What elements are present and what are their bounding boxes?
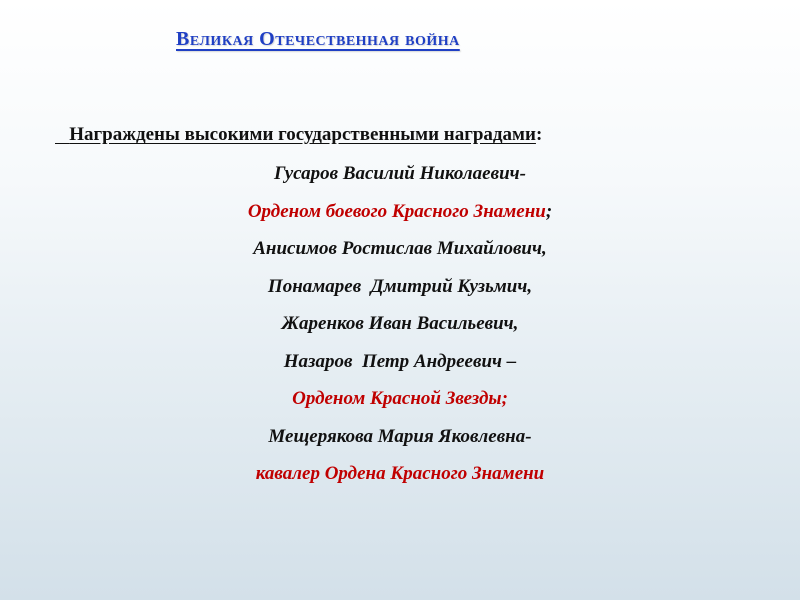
intro-line — [55, 124, 542, 146]
award-line — [0, 196, 800, 234]
awardees-list — [0, 158, 800, 496]
awardee-line — [0, 308, 800, 346]
awardee-line-text: Мещерякова Мария Яковлевна- — [268, 425, 532, 447]
awardee-line-text: Гусаров Василий Николаевич- — [274, 163, 526, 184]
intro-leading-spaces — [55, 124, 69, 145]
award-line — [0, 383, 800, 421]
award-line — [0, 458, 800, 496]
award-line-suffix: ; — [545, 200, 553, 222]
awardee-line-text: Понамарев Дмитрий Кузьмич, — [267, 275, 533, 297]
slide-title: Великая Отечественная война — [176, 28, 460, 50]
awardee-line-text: Жаренков Иван Васильевич, — [281, 313, 519, 334]
awardee-line-text: Назаров Петр Андреевич – — [283, 350, 517, 372]
awardee-line — [0, 421, 800, 459]
award-line-text: Орденом Красной Звезды; — [292, 388, 508, 409]
intro-colon: : — [535, 124, 543, 145]
awardee-line — [0, 233, 800, 271]
award-line-text: Орденом боевого Красного Знамени — [247, 200, 546, 222]
award-line-text: кавалер Ордена Красного Знамени — [255, 463, 545, 484]
intro-text: Награждены высокими государственными наградами — [69, 124, 536, 145]
awardee-line-text: Анисимов Ростислав Михайлович, — [253, 238, 547, 259]
awardee-line — [0, 346, 800, 384]
awardee-line — [0, 158, 800, 196]
awardee-line — [0, 271, 800, 309]
